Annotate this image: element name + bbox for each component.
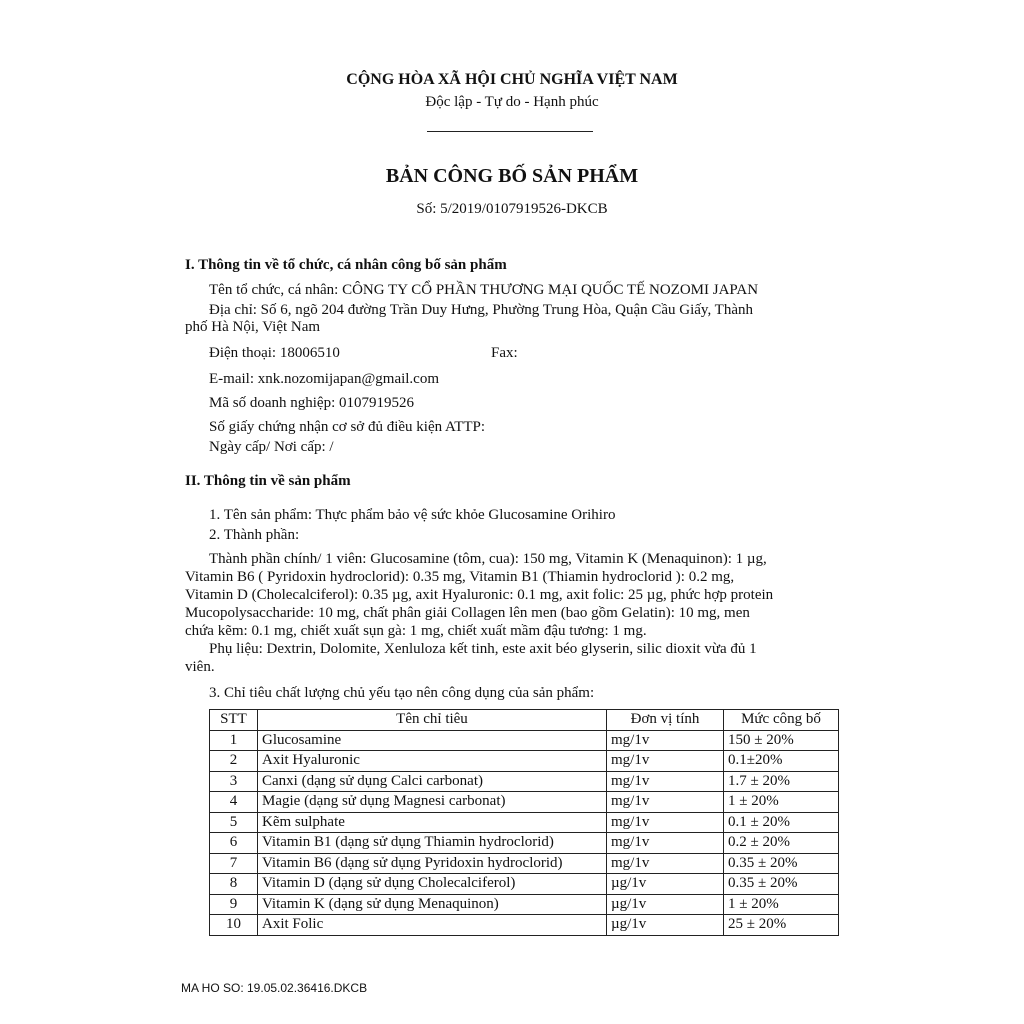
cell-stt: 8 [210, 874, 258, 895]
quality-table [209, 709, 839, 936]
cell-criterion: Vitamin K (dạng sử dụng Menaquinon) [258, 894, 607, 915]
table-row [210, 894, 839, 915]
main-ingredients-line: Thành phần chính/ 1 viên: Glucosamine (tôm, cua): 150 mg, Vitamin K (Menaquinon): 1 µg, [209, 551, 767, 567]
section1-heading: I. Thông tin về tổ chức, cá nhân công bố sản phẩm [185, 257, 507, 273]
excipients-line: Phụ liệu: Dextrin, Dolomite, Xenluloza kết tinh, este axit béo glyserin, silic dioxit vừa đủ 1 [209, 641, 757, 657]
issue-info: Ngày cấp/ Nơi cấp: / [209, 439, 334, 455]
table-row [210, 730, 839, 751]
cell-criterion: Axit Folic [258, 915, 607, 936]
table-row [210, 853, 839, 874]
cell-level: 150 ± 20% [724, 730, 839, 751]
main-ingredients-line: Vitamin D (Cholecalciferol): 0.35 µg, axit Hyaluronic: 0.1 mg, axit folic: 25 µg, phức hợp protein [185, 587, 774, 603]
cell-stt: 6 [210, 833, 258, 854]
cell-stt: 2 [210, 751, 258, 772]
cell-level: 0.35 ± 20% [724, 853, 839, 874]
cell-unit: mg/1v [607, 812, 724, 833]
motto: Độc lập - Tự do - Hạnh phúc [425, 94, 599, 110]
cell-level: 1 ± 20% [724, 894, 839, 915]
section2-heading: II. Thông tin về sản phẩm [185, 473, 351, 489]
table-row [210, 771, 839, 792]
cell-unit: mg/1v [607, 792, 724, 813]
cell-criterion: Axit Hyaluronic [258, 751, 607, 772]
header-divider [427, 131, 593, 132]
cell-level: 25 ± 20% [724, 915, 839, 936]
country-name: CỘNG HÒA XÃ HỘI CHỦ NGHĨA VIỆT NAM [346, 71, 678, 88]
table-row [210, 812, 839, 833]
table-row [210, 751, 839, 772]
email: E-mail: xnk.nozomijapan@gmail.com [209, 371, 440, 387]
address-line2: phố Hà Nội, Việt Nam [185, 319, 321, 335]
document-title: BẢN CÔNG BỐ SẢN PHẨM [385, 165, 639, 187]
cell-level: 0.2 ± 20% [724, 833, 839, 854]
cell-stt: 3 [210, 771, 258, 792]
certificate: Số giấy chứng nhận cơ sở đủ điều kiện ATTP: [209, 419, 486, 435]
fax: Fax: [491, 345, 518, 361]
table-row [210, 915, 839, 936]
quality-label: 3. Chỉ tiêu chất lượng chủ yếu tạo nên công dụng của sản phẩm: [209, 685, 595, 701]
cell-level: 0.1±20% [724, 751, 839, 772]
cell-stt: 9 [210, 894, 258, 915]
cell-criterion: Kẽm sulphate [258, 812, 607, 833]
cell-level: 1 ± 20% [724, 792, 839, 813]
cell-criterion: Canxi (dạng sử dụng Calci carbonat) [258, 771, 607, 792]
cell-criterion: Vitamin B6 (dạng sử dụng Pyridoxin hydroclorid) [258, 853, 607, 874]
header-stt: STT [210, 710, 258, 731]
cell-criterion: Vitamin B1 (dạng sử dụng Thiamin hydroclorid) [258, 833, 607, 854]
cell-stt: 4 [210, 792, 258, 813]
cell-level: 0.1 ± 20% [724, 812, 839, 833]
table-row [210, 833, 839, 854]
header-declared-level: Mức công bố [724, 710, 839, 731]
main-ingredients-line: chứa kẽm: 0.1 mg, chiết xuất sụn gà: 1 mg, chiết xuất mầm đậu tương: 1 mg. [185, 623, 647, 639]
cell-criterion: Vitamin D (dạng sử dụng Cholecalciferol) [258, 874, 607, 895]
cell-unit: µg/1v [607, 874, 724, 895]
cell-criterion: Glucosamine [258, 730, 607, 751]
excipients-line: viên. [185, 659, 215, 675]
address-line1: Địa chỉ: Số 6, ngõ 204 đường Trần Duy Hưng, Phường Trung Hòa, Quận Cầu Giấy, Thành [209, 302, 754, 318]
cell-stt: 1 [210, 730, 258, 751]
cell-unit: mg/1v [607, 771, 724, 792]
cell-criterion: Magie (dạng sử dụng Magnesi carbonat) [258, 792, 607, 813]
product-name: 1. Tên sản phẩm: Thực phẩm bảo vệ sức khỏe Glucosamine Orihiro [209, 507, 616, 523]
cell-stt: 10 [210, 915, 258, 936]
document-number: Số: 5/2019/0107919526-DKCB [416, 201, 608, 217]
cell-unit: mg/1v [607, 853, 724, 874]
cell-unit: µg/1v [607, 915, 724, 936]
header-unit: Đơn vị tính [607, 710, 724, 731]
cell-unit: mg/1v [607, 833, 724, 854]
main-ingredients-line: Vitamin B6 ( Pyridoxin hydroclorid): 0.35 mg, Vitamin B1 (Thiamin hydroclorid ): 0.2 mg, [185, 569, 735, 585]
cell-unit: µg/1v [607, 894, 724, 915]
table-row [210, 874, 839, 895]
cell-level: 1.7 ± 20% [724, 771, 839, 792]
table-row [210, 792, 839, 813]
table-header-row [210, 710, 839, 731]
cell-unit: mg/1v [607, 751, 724, 772]
org-name: Tên tổ chức, cá nhân: CÔNG TY CỔ PHẦN THƯƠNG MẠI QUỐC TẾ NOZOMI JAPAN [209, 282, 759, 298]
cell-unit: mg/1v [607, 730, 724, 751]
tax-code: Mã số doanh nghiệp: 0107919526 [209, 395, 414, 411]
main-ingredients-line: Mucopolysaccharide: 10 mg, chất phân giải Collagen lên men (bao gồm Gelatin): 10 mg, men [185, 605, 750, 621]
cell-stt: 7 [210, 853, 258, 874]
header-criterion: Tên chỉ tiêu [258, 710, 607, 731]
phone: Điện thoại: 18006510 [209, 345, 340, 361]
dossier-code: MA HO SO: 19.05.02.36416.DKCB [181, 981, 368, 995]
ingredients-label: 2. Thành phần: [209, 527, 300, 543]
cell-stt: 5 [210, 812, 258, 833]
cell-level: 0.35 ± 20% [724, 874, 839, 895]
